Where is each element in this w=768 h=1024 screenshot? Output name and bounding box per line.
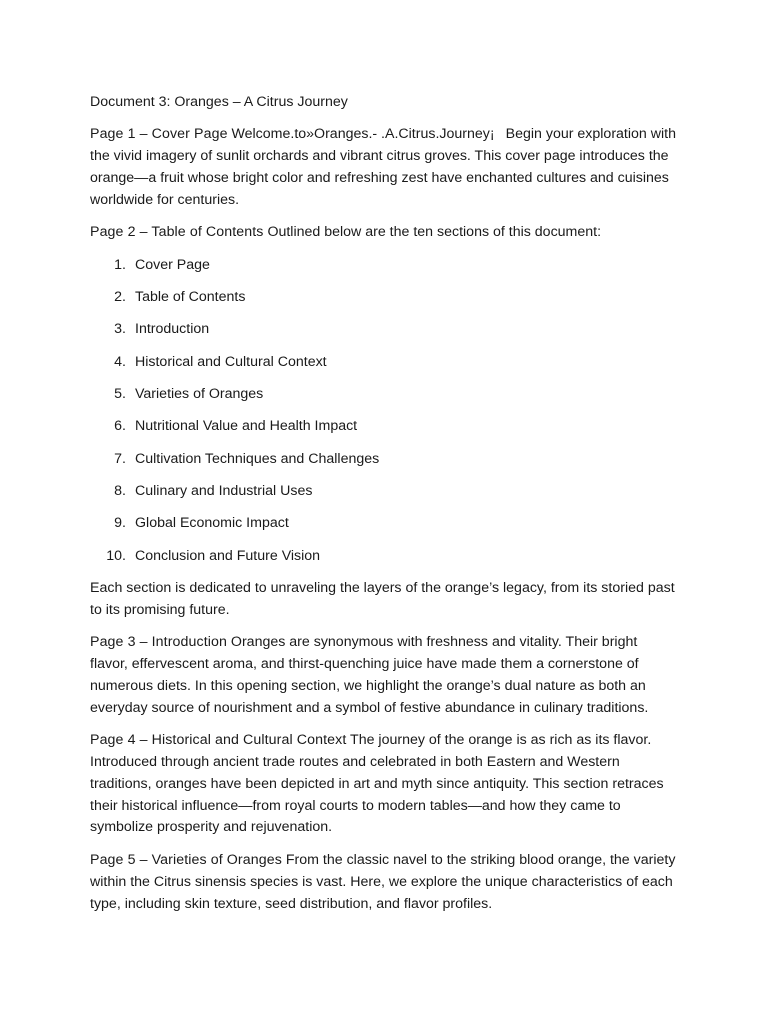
page5-paragraph (90, 850, 678, 915)
toc-item-label: Conclusion and Future Vision (135, 547, 321, 564)
page2-paragraph (90, 222, 678, 244)
toc-item-number: 3. (114, 321, 126, 338)
toc-item-label: Nutritional Value and Health Impact (135, 418, 358, 435)
toc-item (90, 255, 678, 277)
toc-item-label: Cultivation Techniques and Challenges (135, 450, 380, 467)
page4-paragraph (90, 730, 678, 839)
page3-paragraph (90, 632, 678, 719)
page5-text: From the classic navel to the striking blood orange, the variety within the Citrus sinensis species is vast. Here, we explore the unique characteristics of each type, including skin texture, seed distribution, and flavor profiles. (90, 852, 676, 912)
toc-item-label: Cover Page (135, 256, 210, 273)
page4-heading: Page 4 – Historical and Cultural Context (90, 732, 347, 749)
toc-item (90, 513, 678, 535)
document-title: Document 3: Oranges – A Citrus Journey (90, 94, 348, 110)
toc-item (90, 287, 678, 309)
page3-text: Oranges are synonymous with freshness and vitality. Their bright flavor, effervescent aroma, and thirst-quenching juice have made them a cornerstone of numerous diets. In this opening section, we highlight the orange’s dual nature as both an everyday source of nourishment and a symbol of festive abundance in culinary traditions. (90, 634, 649, 716)
toc-item (90, 481, 678, 503)
page2-text: Outlined below are the ten sections of this document: (263, 224, 602, 241)
toc-item-number: 10. (106, 547, 126, 564)
toc-item-label: Table of Contents (135, 289, 246, 306)
page4-text: The journey of the orange is as rich as its flavor. Introduced through ancient trade routes and celebrated in both Eastern and Western traditions, oranges have been depicted in art and myth since antiquity. This section retraces their historical influence—from royal courts to modern tables—and how they came to symbolize prosperity and rejuvenation. (90, 732, 664, 836)
toc-item-label: Introduction (135, 321, 210, 338)
document-body (90, 92, 678, 926)
page1-text: Welcome.to»Oranges.- .A.Citrus.Journey¡ Begin your exploration with the vivid imagery of sunlit orchards and vibrant citrus groves. This cover page introduces the orange—a fruit whose bright color and refreshing zest have enchanted cultures and cuisines worldwide for centuries. (90, 126, 676, 208)
page2-heading: Page 2 – Table of Contents (90, 224, 264, 241)
page5-heading: Page 5 – Varieties of Oranges (90, 852, 282, 868)
toc-item (90, 546, 678, 568)
toc-item-number: 8. (114, 482, 126, 499)
toc-item-label: Varieties of Oranges (135, 386, 264, 403)
page3-heading: Page 3 – Introduction (90, 634, 227, 651)
toc-item-number: 9. (114, 515, 126, 532)
table-of-contents (90, 255, 678, 567)
toc-summary: Each section is dedicated to unraveling the layers of the orange’s legacy, from its storied past to its promising future. (90, 579, 675, 618)
toc-item-number: 5. (114, 386, 126, 403)
toc-item-number: 2. (114, 289, 126, 306)
toc-item (90, 384, 678, 406)
toc-item-number: 1. (114, 256, 126, 273)
toc-item-number: 4. (114, 353, 126, 370)
toc-item (90, 352, 678, 374)
toc-item-number: 6. (114, 418, 126, 435)
toc-item-label: Historical and Cultural Context (135, 353, 327, 370)
page1-paragraph (90, 124, 678, 211)
toc-item (90, 416, 678, 438)
toc-item-number: 7. (114, 450, 126, 467)
toc-item-label: Global Economic Impact (135, 515, 289, 532)
toc-item (90, 319, 678, 341)
page1-heading: Page 1 – Cover Page (90, 126, 228, 143)
toc-item (90, 449, 678, 471)
toc-item-label: Culinary and Industrial Uses (135, 482, 313, 499)
